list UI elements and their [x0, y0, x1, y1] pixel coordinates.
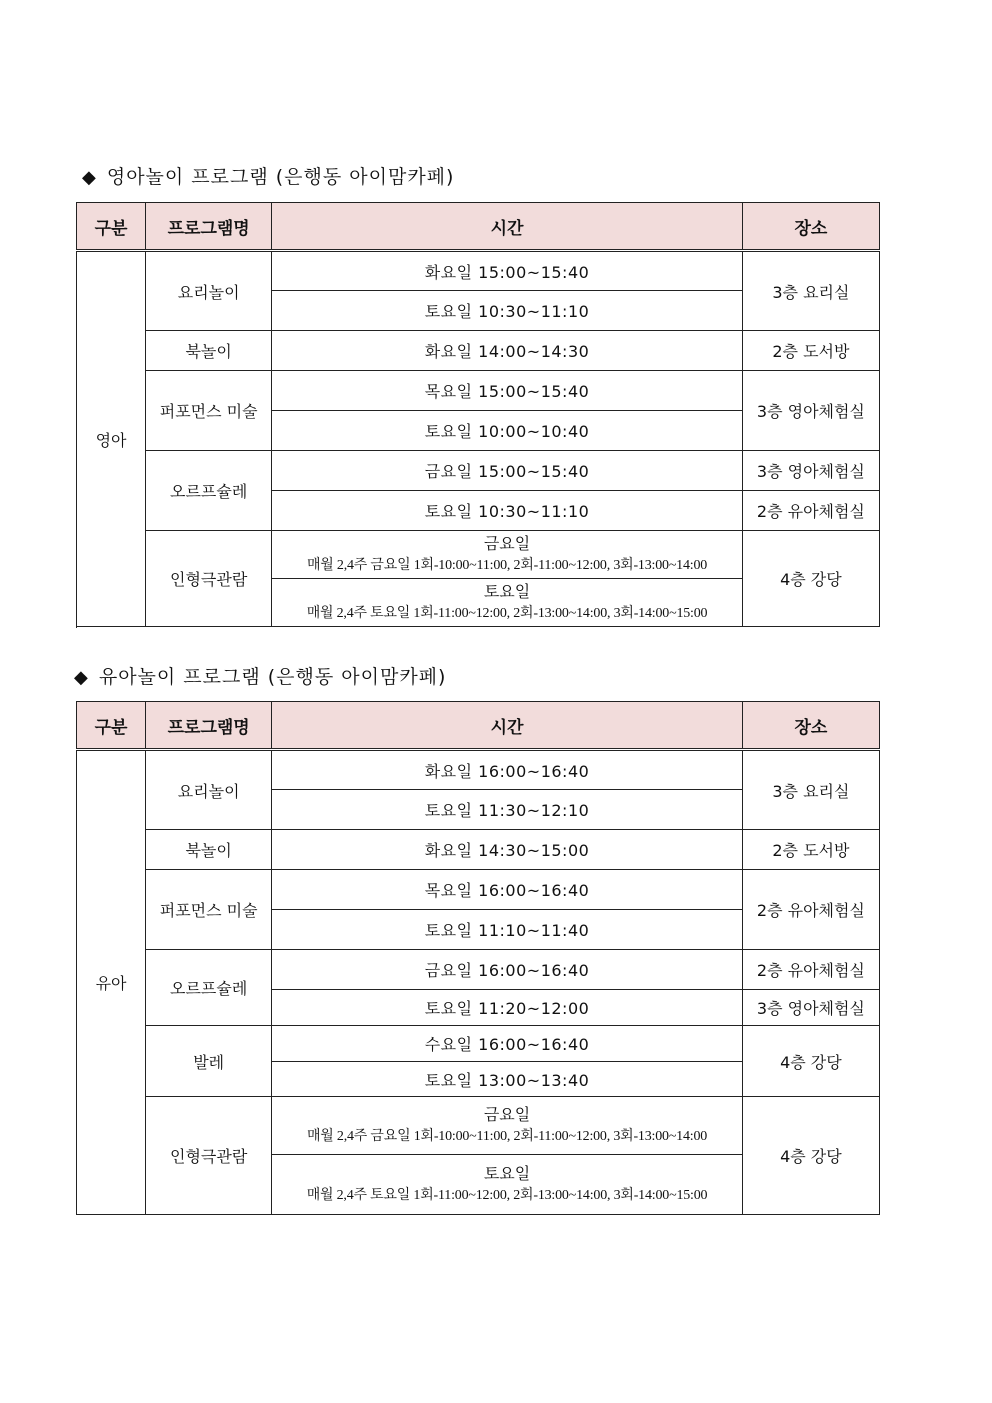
program-cell: 오르프슐레 [146, 950, 272, 1026]
place-cell: 3층 요리실 [742, 750, 879, 830]
time-cell [272, 579, 743, 627]
diamond-bullet-icon: ◆ [82, 167, 97, 188]
time-cell: 토요일 10:30~11:10 [272, 291, 743, 331]
time-cell [272, 1097, 743, 1155]
header-place: 장소 [742, 702, 879, 750]
time-cell: 금요일 15:00~15:40 [272, 451, 743, 491]
slot-day: 토요일 [483, 1163, 531, 1183]
program-cell: 오르프슐레 [146, 451, 272, 531]
table-row [77, 371, 880, 411]
slot-day: 토요일 [483, 581, 531, 601]
time-cell: 금요일 16:00~16:40 [272, 950, 743, 990]
header-category: 구분 [77, 702, 146, 750]
place-cell: 3층 영아체험실 [742, 451, 879, 491]
time-cell: 토요일 10:30~11:10 [272, 491, 743, 531]
time-cell: 토요일 11:20~12:00 [272, 990, 743, 1026]
table-row [77, 830, 880, 870]
program-cell: 퍼포먼스 미술 [146, 371, 272, 451]
place-cell: 2층 도서방 [742, 830, 879, 870]
time-cell: 토요일 11:30~12:10 [272, 790, 743, 830]
table-row [77, 950, 880, 990]
program-cell: 인형극관람 [146, 531, 272, 627]
time-cell: 토요일 13:00~13:40 [272, 1062, 743, 1097]
table-row [77, 750, 880, 790]
program-cell: 인형극관람 [146, 1097, 272, 1215]
time-cell: 목요일 15:00~15:40 [272, 371, 743, 411]
program-cell: 요리놀이 [146, 251, 272, 331]
slot-day: 금요일 [483, 1104, 531, 1124]
place-cell: 4층 강당 [742, 1097, 879, 1215]
time-cell: 화요일 14:30~15:00 [272, 830, 743, 870]
header-category: 구분 [77, 203, 146, 251]
slot-day: 금요일 [483, 533, 531, 553]
table-row [77, 1026, 880, 1062]
program-cell: 북놀이 [146, 331, 272, 371]
time-cell: 화요일 16:00~16:40 [272, 750, 743, 790]
time-cell [272, 531, 743, 579]
time-cell [272, 1155, 743, 1215]
section-title-toddler: ◆ 유아놀이 프로그램 (은행동 아이맘카페) [74, 666, 447, 688]
place-cell: 2층 유아체험실 [742, 950, 879, 990]
table-header-row [77, 203, 880, 251]
time-cell: 화요일 15:00~15:40 [272, 251, 743, 291]
header-time: 시간 [272, 702, 743, 750]
table-header-row [77, 702, 880, 750]
header-program: 프로그램명 [146, 203, 272, 251]
time-cell: 화요일 14:00~14:30 [272, 331, 743, 371]
slot-detail: 매월 2,4주 금요일 1회-10:00~11:00, 2회-11:00~12:00, 3회-13:00~14:00 [306, 557, 708, 573]
time-cell: 목요일 16:00~16:40 [272, 870, 743, 910]
header-program: 프로그램명 [146, 702, 272, 750]
place-cell: 2층 도서방 [742, 331, 879, 371]
table-row [77, 251, 880, 291]
category-cell: 영아 [77, 251, 146, 627]
table-row [77, 451, 880, 491]
place-cell: 2층 유아체험실 [742, 491, 879, 531]
table-row [77, 870, 880, 910]
program-cell: 발레 [146, 1026, 272, 1097]
table-row [77, 1097, 880, 1155]
diamond-bullet-icon: ◆ [74, 667, 89, 688]
slot-detail: 매월 2,4주 토요일 1회-11:00~12:00, 2회-13:00~14:00, 3회-14:00~15:00 [306, 605, 708, 621]
program-cell: 퍼포먼스 미술 [146, 870, 272, 950]
time-cell: 토요일 10:00~10:40 [272, 411, 743, 451]
place-cell: 3층 영아체험실 [742, 371, 879, 451]
category-cell: 유아 [77, 750, 146, 1215]
table-row [77, 531, 880, 579]
place-cell: 2층 유아체험실 [742, 870, 879, 950]
toddler-program-table [76, 701, 880, 1215]
infant-program-table [76, 202, 880, 627]
program-cell: 요리놀이 [146, 750, 272, 830]
header-time: 시간 [272, 203, 743, 251]
place-cell: 3층 영아체험실 [742, 990, 879, 1026]
place-cell: 4층 강당 [742, 531, 879, 627]
place-cell: 4층 강당 [742, 1026, 879, 1097]
program-cell: 북놀이 [146, 830, 272, 870]
time-cell: 수요일 16:00~16:40 [272, 1026, 743, 1062]
header-place: 장소 [742, 203, 879, 251]
section-title-infant: ◆ 영아놀이 프로그램 (은행동 아이맘카페) [82, 166, 455, 188]
time-cell: 토요일 11:10~11:40 [272, 910, 743, 950]
slot-detail: 매월 2,4주 금요일 1회-10:00~11:00, 2회-11:00~12:00, 3회-13:00~14:00 [306, 1128, 708, 1144]
slot-detail: 매월 2,4주 토요일 1회-11:00~12:00, 2회-13:00~14:00, 3회-14:00~15:00 [306, 1187, 708, 1203]
place-cell: 3층 요리실 [742, 251, 879, 331]
table-row [77, 331, 880, 371]
